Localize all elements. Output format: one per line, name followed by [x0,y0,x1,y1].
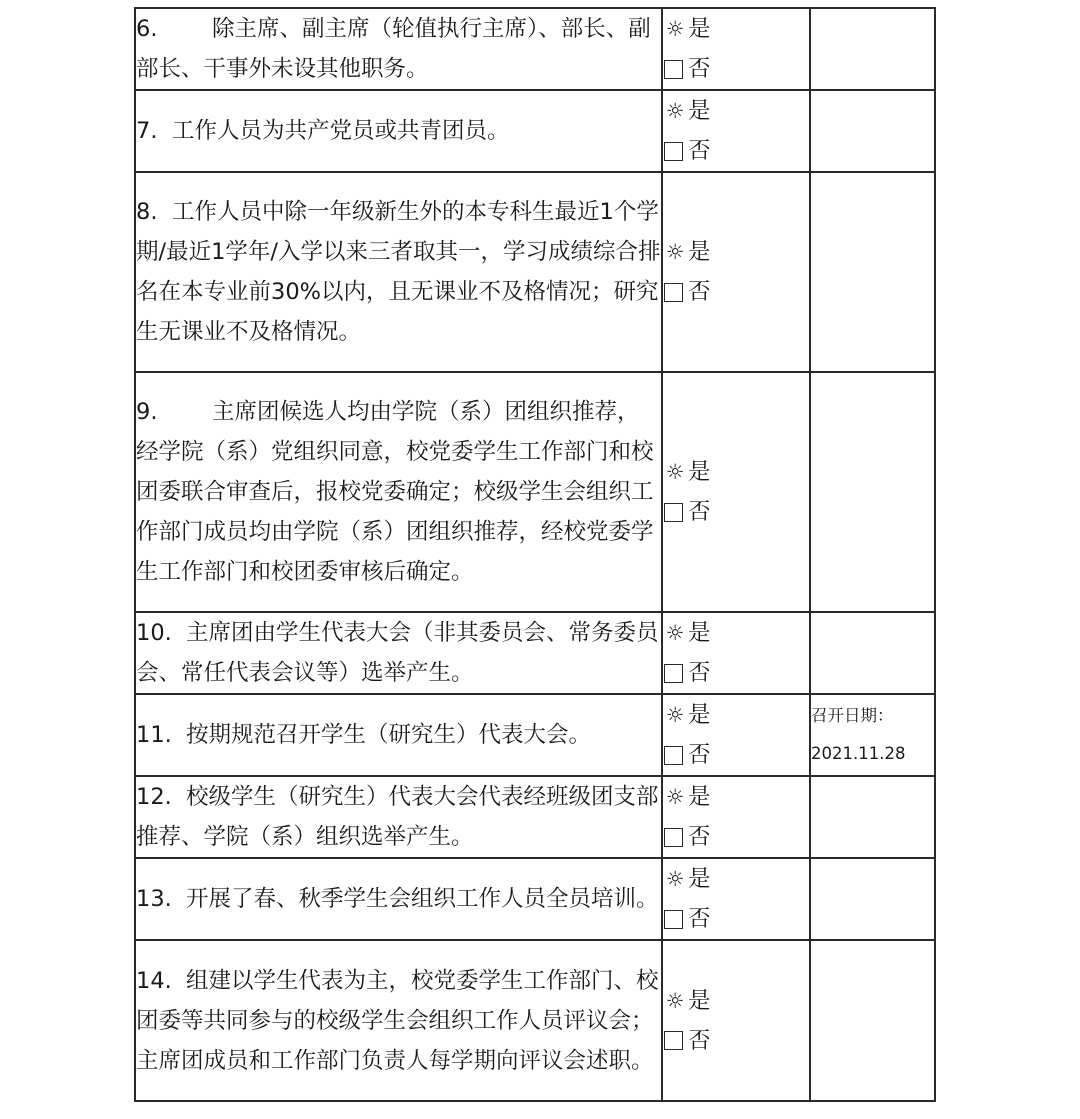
item-number: 13. [136,886,172,912]
remarks-cell [810,612,935,694]
empty-checkbox-icon[interactable] [664,746,683,765]
item-number: 10. [136,620,172,646]
requirement-text [136,392,661,592]
option-no[interactable] [663,49,809,89]
option-no-label: 否 [688,660,711,686]
option-no[interactable] [663,1021,809,1061]
option-yes-label: 是 [688,866,711,892]
meeting-date-value: 2021.11.28 [811,744,906,763]
option-yes-label: 是 [688,98,711,124]
option-yes-label: 是 [688,239,711,265]
requirement-text [136,961,661,1081]
item-number: 9. [136,399,158,425]
option-no-label: 否 [688,742,711,768]
empty-checkbox-icon[interactable] [664,503,683,522]
option-no[interactable] [663,653,809,693]
requirement-text [136,613,661,693]
remarks-cell [810,858,935,940]
item-text: 主席团由学生代表大会（非其委员会、常务委员会、常任代表会议等）选举产生。 [136,620,659,686]
requirement-text [136,111,661,151]
item-text: 工作人员为共产党员或共青团员。 [172,118,510,144]
requirement-cell [135,612,662,694]
requirement-cell [135,940,662,1101]
options-cell [662,858,810,940]
item-number: 6. [136,16,158,42]
option-no-label: 否 [688,499,711,525]
option-yes-label: 是 [688,16,711,42]
option-yes-label: 是 [688,459,711,485]
item-text: 主席团候选人均由学院（系）团组织推荐，经学院（系）党组织同意，校党委学生工作部门和校团委联合审查后，报校党委确定；校级学生会组织工作部门成员均由学院（系）团组织推荐，经校党委学生工作部门和校团委审核后确定。 [136,399,654,585]
checklist-table [134,7,936,1102]
table-row [135,858,935,940]
option-yes[interactable] [663,91,809,131]
requirement-cell [135,172,662,372]
option-yes[interactable] [663,695,809,735]
item-number: 12. [136,784,172,810]
requirement-text [136,715,661,755]
sun-icon[interactable]: ☼ [665,240,685,264]
sun-icon[interactable]: ☼ [665,988,685,1013]
option-yes[interactable] [663,859,809,899]
item-text: 开展了春、秋季学生会组织工作人员全员培训。 [186,886,659,912]
option-no-label: 否 [688,138,711,164]
option-yes[interactable] [663,777,809,817]
requirement-text [136,879,661,919]
options-cell [662,694,810,776]
sun-icon[interactable]: ☼ [665,867,685,891]
option-yes-label: 是 [688,987,711,1014]
remarks-cell [810,372,935,612]
options-cell [662,172,810,372]
sun-icon[interactable]: ☼ [665,621,685,645]
empty-checkbox-icon[interactable] [664,142,683,161]
requirement-cell [135,8,662,90]
item-text: 组建以学生代表为主，校党委学生工作部门、校团委等共同参与的校级学生会组织工作人员评议会；主席团成员和工作部门负责人每学期向评议会述职。 [136,967,659,1074]
table-row [135,172,935,372]
option-no-label: 否 [688,906,711,932]
option-no-label: 否 [688,1027,711,1054]
table-row [135,940,935,1101]
sun-icon[interactable]: ☼ [665,703,685,727]
empty-checkbox-icon[interactable] [664,283,683,302]
empty-checkbox-icon[interactable] [664,664,683,683]
empty-checkbox-icon[interactable] [664,910,683,929]
table-row [135,612,935,694]
option-yes[interactable] [663,232,809,272]
option-no[interactable] [663,131,809,171]
requirement-cell [135,90,662,172]
requirement-cell [135,694,662,776]
sun-icon[interactable]: ☼ [665,460,685,484]
options-cell [662,90,810,172]
item-number: 7. [136,118,158,144]
empty-checkbox-icon[interactable] [664,60,683,79]
options-cell [662,8,810,90]
option-no[interactable] [663,492,809,532]
table-row [135,8,935,90]
table-row [135,776,935,858]
option-no[interactable] [663,272,809,312]
requirement-text [136,9,661,89]
option-no-label: 否 [688,824,711,850]
item-number: 11. [136,722,172,748]
option-yes[interactable] [663,613,809,653]
requirement-text [136,192,661,352]
option-no[interactable] [663,735,809,775]
option-no[interactable] [663,817,809,857]
empty-checkbox-icon[interactable] [664,1031,683,1050]
sun-icon[interactable]: ☼ [665,17,685,41]
option-yes-label: 是 [688,784,711,810]
sun-icon[interactable]: ☼ [665,99,685,123]
table-row [135,372,935,612]
requirement-cell [135,776,662,858]
requirement-text [136,777,661,857]
remarks-cell [810,940,935,1101]
item-number: 8. [136,199,158,225]
options-cell [662,372,810,612]
meeting-date-label: 召开日期： [811,706,894,725]
item-text: 除主席、副主席（轮值执行主席）、部长、副部长、干事外未设其他职务。 [136,16,651,82]
requirement-cell [135,858,662,940]
checklist-rows [135,8,935,1101]
option-no-label: 否 [688,279,711,305]
option-yes[interactable] [663,452,809,492]
remarks-cell [810,776,935,858]
table-row [135,90,935,172]
option-no[interactable] [663,899,809,939]
option-no-label: 否 [688,56,711,82]
remarks-cell [810,8,935,90]
item-text: 按期规范召开学生（研究生）代表大会。 [186,722,592,748]
requirement-cell [135,372,662,612]
empty-checkbox-icon[interactable] [664,828,683,847]
remarks-cell [810,172,935,372]
option-yes-label: 是 [688,620,711,646]
options-cell [662,776,810,858]
option-yes[interactable] [663,9,809,49]
option-yes[interactable] [663,981,809,1021]
remarks-cell [810,694,935,776]
remarks-cell [810,90,935,172]
table-row [135,694,935,776]
option-yes-label: 是 [688,702,711,728]
options-cell [662,940,810,1101]
item-text: 工作人员中除一年级新生外的本专科生最近1个学期/最近1学年/入学以来三者取其一，学习成绩综合排名在本专业前30%以内，且无课业不及格情况；研究生无课业不及格情况。 [136,199,661,345]
item-number: 14. [136,967,172,994]
sun-icon[interactable]: ☼ [665,785,685,809]
options-cell [662,612,810,694]
item-text: 校级学生（研究生）代表大会代表经班级团支部推荐、学院（系）组织选举产生。 [136,784,659,850]
